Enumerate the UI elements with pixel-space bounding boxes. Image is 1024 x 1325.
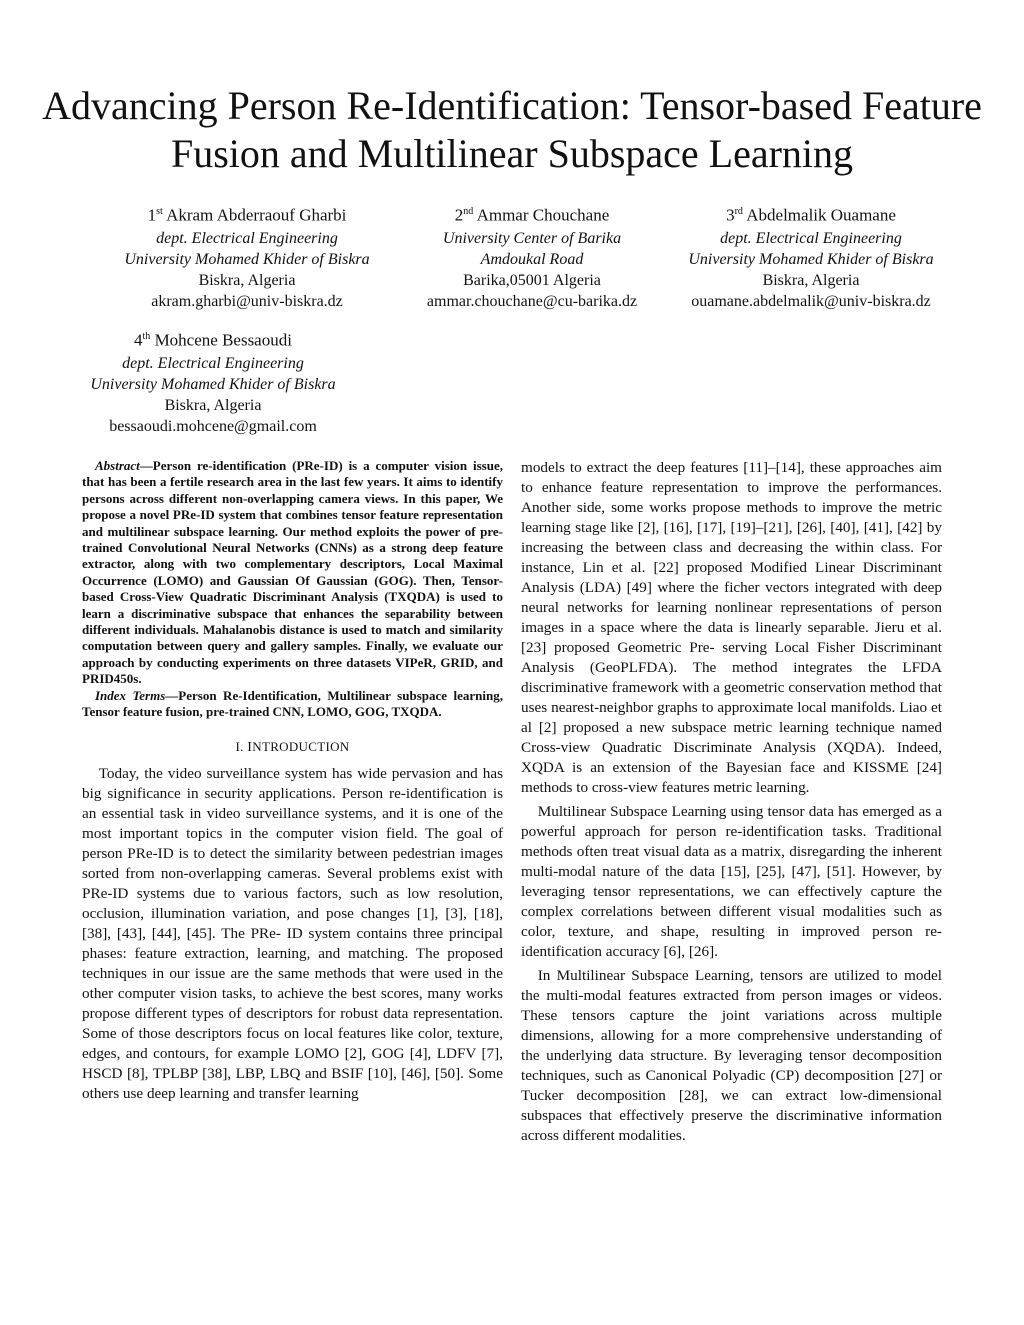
index-terms	[82, 688, 503, 721]
author-location: Biskra, Algeria	[164, 396, 262, 414]
author-dept: dept. Electrical Engineering	[156, 229, 338, 247]
paper-title: Advancing Person Re-Identification: Tensor-based Feature Fusion and Multilinear Subspace Learning	[42, 83, 982, 176]
author-name: 3rd Abdelmalik Ouamane	[726, 205, 896, 225]
author-dept: University Center of Barika	[442, 229, 622, 247]
abstract-text: —Person re-identification (PRe-ID) is a computer vision issue, that has been a fertile research area in the last few years. It aims to identify persons across different non-overlapping camera views. In this paper, We propose a novel PRe-ID system that combines tensor feature representation and multilinear subspace learning. Our method exploits the power of pre-trained Convolutional Neural Networks (CNNs) as a strong deep feature extractor, along with two complementary descriptors, Local Maximal Occurrence (LOMO) and Gaussian Of Gaussian (GOG). Then, Tensor-based Cross-View Quadratic Discriminant Analysis (TXQDA) is used to learn a discriminative subspace that enhances the separability between different individuals. Mahalanobis distance is used to match and similarity computation between query and gallery samples. Finally, we evaluate our approach by conducting experiments on three datasets VIPeR, GRID, and PRID450s.	[82, 458, 503, 687]
author-name: 4th Mohcene Bessaoudi	[134, 330, 292, 350]
abstract-label: Abstract	[95, 458, 140, 473]
author-block-3	[656, 200, 966, 312]
intro-paragraph-1-continued: models to extract the deep features [11]–[14], these approaches aim to enhance feature representation to improve the performances. Another side, some works propose methods to improve the metric learning stage like [2], [16], [17], [19]–[21], [26], [40], [41], [42] by increasing the between class and decreasing the within class. For instance, Lin et al. [22] proposed Modified Linear Discriminant Analysis (LDA) [49] where the ficher vectors integrated with deep neural networks for learning nonlinear representations of person images in a space where the data is linearly separable. Jieru et al. [23] proposed Geometric Pre- serving Local Fisher Discriminant Analysis (GeoPLFDA). The method integrates the LFDA discriminative framework with a geometric conservation method that uses nearest-neighbor graphs to approximate local manifolds. Liao et al [2] proposed a new subspace metric learning technique named Cross-view Quadratic Discriminate Analysis (XQDA). Indeed, XQDA is an extension of the Bayesian face and KISSME [24] methods to cross-view features metric learning.	[521, 459, 942, 796]
author-email: ammar.chouchane@cu-barika.dz	[426, 292, 638, 310]
author-location: Biskra, Algeria	[198, 271, 296, 289]
author-name: 2nd Ammar Chouchane	[454, 205, 610, 225]
intro-paragraph-1: Today, the video surveillance system has wide pervasion and has big significance in security applications. Person re-identification is an essential task in video surveillance systems, and it is one of the most important topics in the computer vision field. The goal of person PRe-ID is to detect the similarity between pedestrian images sorted from non-overlapping cameras. Several problems exist with PRe-ID systems due to various factors, such as low resolution, occlusion, illumination variation, and pose changes [1], [3], [18], [38], [43], [44], [45]. The PRe- ID system contains three principal phases: feature extraction, learning, and matching. The proposed techniques in our issue are the same methods that were used in the other computer vision tasks, to achieve the best scores, many works propose different types of descriptors for robust data representation. Some of those descriptors focus on local features like color, texture, edges, and contours, for example LOMO [2], GOG [4], LDFV [7], HSCD [8], TPLBP [38], LBP, LBQ and BSIF [10], [46], [50]. Some others use deep learning and transfer learning	[82, 764, 503, 1102]
author-email: ouamane.abdelmalik@univ-biskra.dz	[691, 292, 931, 310]
index-terms-text: —Person Re-Identification, Multilinear subspace learning, Tensor feature fusion, pre-trained CNN, LOMO, GOG, TXQDA.	[82, 687, 503, 720]
index-terms-label: Index Terms	[95, 687, 166, 703]
author-location: Barika,05001 Algeria	[463, 271, 601, 289]
right-column	[521, 458, 942, 1146]
author-block-4	[58, 325, 368, 437]
author-dept: dept. Electrical Engineering	[720, 229, 902, 247]
left-column	[82, 458, 503, 1104]
author-university: Amdoukal Road	[480, 250, 584, 268]
author-university: University Mohamed Khider of Biskra	[124, 250, 370, 268]
author-dept: dept. Electrical Engineering	[122, 354, 304, 372]
author-name: 1st Akram Abderraouf Gharbi	[147, 205, 347, 225]
intro-paragraph-2: Multilinear Subspace Learning using tensor data has emerged as a powerful approach for person re-identification tasks. Traditional methods often treat visual data as a matrix, disregarding the inherent multi-modal nature of the data [15], [25], [47], [51]. However, by leveraging tensor representations, we can effectively capture the complex correlations between different visual modalities such as color, texture, and shape, resulting in improved person re-identification accuracy [6], [26].	[521, 803, 942, 960]
author-email: akram.gharbi@univ-biskra.dz	[151, 292, 343, 310]
author-location: Biskra, Algeria	[762, 271, 860, 289]
author-university: University Mohamed Khider of Biskra	[688, 250, 934, 268]
author-email: bessaoudi.mohcene@gmail.com	[109, 417, 317, 435]
section-heading-introduction: I. INTRODUCTION	[235, 738, 350, 755]
abstract	[82, 458, 503, 688]
author-block-2	[382, 200, 682, 312]
author-block-1	[92, 200, 402, 312]
intro-paragraph-3: In Multilinear Subspace Learning, tensors are utilized to model the multi-modal features extracted from person images or videos. These tensors capture the joint variations across multiple dimensions, allowing for a more comprehensive understanding of the underlying data structure. By leveraging tensor decomposition techniques, such as Canonical Polyadic (CP) decomposition [27] or Tucker decomposition [28], we can extract low-dimensional subspaces that effectively preserve the discriminative information across different modalities.	[521, 967, 942, 1144]
author-university: University Mohamed Khider of Biskra	[90, 375, 336, 393]
